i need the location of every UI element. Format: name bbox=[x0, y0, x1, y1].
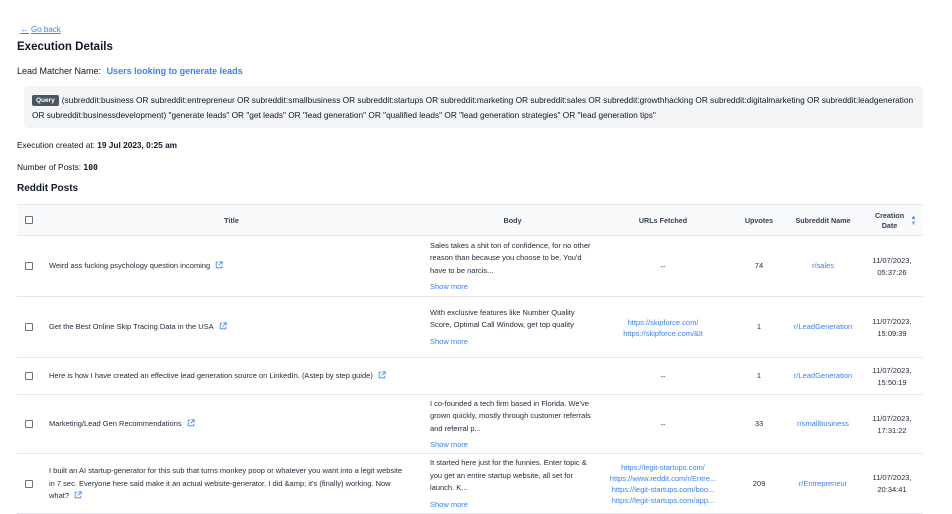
urls-cell bbox=[599, 454, 727, 514]
creation-date: 11/07/2023, 20:34:41 bbox=[872, 473, 912, 494]
table-row bbox=[17, 395, 923, 454]
select-all-checkbox[interactable] bbox=[25, 216, 33, 224]
table-row bbox=[17, 297, 923, 358]
post-title: Get the Best Online Skip Tracing Data in the USA bbox=[49, 322, 214, 332]
section-title: Reddit Posts bbox=[17, 183, 79, 194]
header-upvotes: Upvotes bbox=[744, 216, 774, 225]
post-title: Here is how I have created an effective lead generation source on LinkedIn. (Astep by step guide) bbox=[49, 371, 373, 381]
external-link-icon[interactable] bbox=[215, 261, 223, 269]
urls-cell bbox=[599, 297, 727, 358]
fetched-url-link[interactable]: https://legit-startups.com/boo... bbox=[611, 485, 715, 494]
post-body-cell bbox=[430, 297, 595, 358]
lead-matcher bbox=[17, 66, 243, 76]
upvotes-cell bbox=[735, 395, 783, 454]
date-cell bbox=[865, 358, 919, 395]
url-empty: -- bbox=[660, 372, 666, 381]
query-badge: Query bbox=[32, 95, 59, 106]
post-title-cell bbox=[49, 297, 407, 358]
external-link-icon[interactable] bbox=[74, 491, 82, 499]
number-of-posts bbox=[17, 162, 98, 172]
subreddit-cell bbox=[785, 358, 861, 395]
upvotes-cell bbox=[735, 454, 783, 514]
lead-matcher-link[interactable]: Users looking to generate leads bbox=[106, 66, 243, 76]
creation-date: 11/07/2023, 05:37:26 bbox=[872, 255, 912, 277]
url-empty: -- bbox=[660, 420, 666, 429]
post-body: I co-founded a tech firm based in Florida. We've grown quickly, mostly through customer referrals and referral p... bbox=[430, 398, 591, 433]
date-cell bbox=[865, 297, 919, 358]
go-back-label: Go back bbox=[31, 24, 61, 34]
row-checkbox[interactable] bbox=[25, 262, 33, 270]
execution-created-label: Execution created at: bbox=[17, 140, 95, 150]
upvotes-cell bbox=[735, 358, 783, 395]
header-date-label: Creation Date bbox=[874, 211, 905, 230]
sort-icon[interactable]: ▲ ▼ bbox=[910, 215, 917, 227]
post-title-cell bbox=[49, 395, 407, 454]
show-more-link[interactable]: Show more bbox=[430, 336, 468, 346]
post-body: It started here just for the funnies. Enter topic & you get an entire startup website, all set for launch. K... bbox=[430, 458, 587, 492]
upvotes-value: 1 bbox=[756, 322, 762, 332]
creation-date: 11/07/2023, 15:50:19 bbox=[872, 365, 912, 387]
table-row bbox=[17, 358, 923, 395]
post-title: Weird ass fucking psychology question incoming bbox=[49, 261, 211, 271]
urls-cell bbox=[599, 395, 727, 454]
post-body-cell bbox=[430, 236, 595, 297]
post-title-cell bbox=[49, 236, 407, 297]
header-subreddit: Subreddit Name bbox=[795, 216, 851, 225]
execution-created-value: 19 Jul 2023, 0:25 am bbox=[97, 140, 178, 150]
upvotes-cell bbox=[735, 297, 783, 358]
upvotes-cell bbox=[735, 236, 783, 297]
subreddit-link[interactable]: r/smallbusiness bbox=[797, 419, 849, 429]
post-body-cell bbox=[430, 454, 595, 514]
post-body: With exclusive features like Number Quality Score, Optimal Call Window, get top quality bbox=[430, 307, 575, 330]
show-more-link[interactable]: Show more bbox=[430, 499, 468, 509]
post-title-cell bbox=[49, 358, 407, 395]
number-of-posts-label: Number of Posts: bbox=[17, 162, 82, 172]
number-of-posts-value: 100 bbox=[83, 163, 98, 172]
header-body: Body bbox=[503, 216, 522, 225]
table-row bbox=[17, 454, 923, 514]
row-checkbox[interactable] bbox=[25, 480, 33, 488]
subreddit-link[interactable]: r/LeadGeneration bbox=[793, 371, 853, 381]
date-cell bbox=[865, 395, 919, 454]
url-empty: -- bbox=[660, 262, 666, 271]
row-checkbox[interactable] bbox=[25, 372, 33, 380]
header-urls: URLs Fetched bbox=[638, 216, 688, 225]
subreddit-link[interactable]: r/sales bbox=[811, 261, 835, 271]
upvotes-value: 209 bbox=[752, 478, 766, 488]
table-row bbox=[17, 236, 923, 297]
query-box bbox=[24, 86, 923, 128]
creation-date: 11/07/2023, 17:31:22 bbox=[872, 413, 912, 435]
show-more-link[interactable]: Show more bbox=[430, 282, 468, 291]
go-back-link[interactable] bbox=[20, 24, 61, 34]
external-link-icon[interactable] bbox=[378, 371, 386, 379]
table-header bbox=[17, 204, 923, 236]
header-date[interactable] bbox=[865, 205, 923, 237]
external-link-icon[interactable] bbox=[219, 322, 227, 330]
fetched-url-link[interactable]: https://www.reddit.com/r/Entre... bbox=[609, 474, 717, 483]
subreddit-link[interactable]: r/Entrepreneur bbox=[798, 478, 848, 488]
post-body: Sales takes a shit ton of confidence, for no other reason than because you choose to be. You'd have to be narcis... bbox=[430, 240, 591, 275]
fetched-url-link[interactable]: https://legit-startups.com/ bbox=[621, 463, 705, 472]
show-more-link[interactable]: Show more bbox=[430, 440, 468, 449]
lead-matcher-label: Lead Matcher Name: bbox=[17, 66, 102, 76]
creation-date: 11/07/2023, 15:09:39 bbox=[872, 316, 912, 338]
row-checkbox[interactable] bbox=[25, 323, 33, 331]
fetched-url-link[interactable]: https://skipforce.com/&lt bbox=[623, 328, 703, 338]
post-title: Marketing/Lead Gen Recommendations bbox=[49, 419, 182, 429]
subreddit-cell bbox=[785, 395, 861, 454]
execution-created bbox=[17, 140, 177, 150]
post-title: I built an AI startup-generator for this sub that turns monkey poop or whatever you want into a legit website in 7 sec. Everyone here said make it an actual website-generator. I did &amp; it's (finally) working. Now what? bbox=[49, 466, 403, 501]
urls-cell bbox=[599, 236, 727, 297]
upvotes-value: 74 bbox=[754, 261, 764, 271]
arrow-left-icon: ← bbox=[20, 24, 29, 34]
subreddit-link[interactable]: r/LeadGeneration bbox=[793, 322, 853, 332]
upvotes-value: 33 bbox=[754, 419, 764, 429]
header-title: Title bbox=[224, 216, 239, 225]
date-cell bbox=[865, 454, 919, 514]
external-link-icon[interactable] bbox=[187, 419, 195, 427]
query-text: (subreddit:business OR subreddit:entrepreneur OR subreddit:smallbusiness OR subreddit:startups OR subreddit:marketing OR subreddit:sales OR subreddit:growthhacking OR subreddit:digitalmarketing OR subreddit:leadgeneration OR subreddit:businessdevelopment) "generate leads" OR "get leads" OR "lead generation" OR "qualified leads" OR "lead generation strategies" OR "lead generation tips" bbox=[32, 95, 914, 120]
row-checkbox[interactable] bbox=[25, 420, 33, 428]
page-title: Execution Details bbox=[17, 41, 113, 53]
upvotes-value: 1 bbox=[756, 371, 762, 381]
urls-cell bbox=[599, 358, 727, 395]
subreddit-cell bbox=[785, 236, 861, 297]
fetched-url-link[interactable]: https://legit-startups.com/app... bbox=[611, 496, 715, 505]
post-title-cell bbox=[49, 454, 407, 514]
subreddit-cell bbox=[785, 297, 861, 358]
post-body-cell bbox=[430, 395, 595, 454]
date-cell bbox=[865, 236, 919, 297]
fetched-url-link[interactable]: https://skipforce.com/ bbox=[627, 317, 699, 327]
subreddit-cell bbox=[785, 454, 861, 514]
